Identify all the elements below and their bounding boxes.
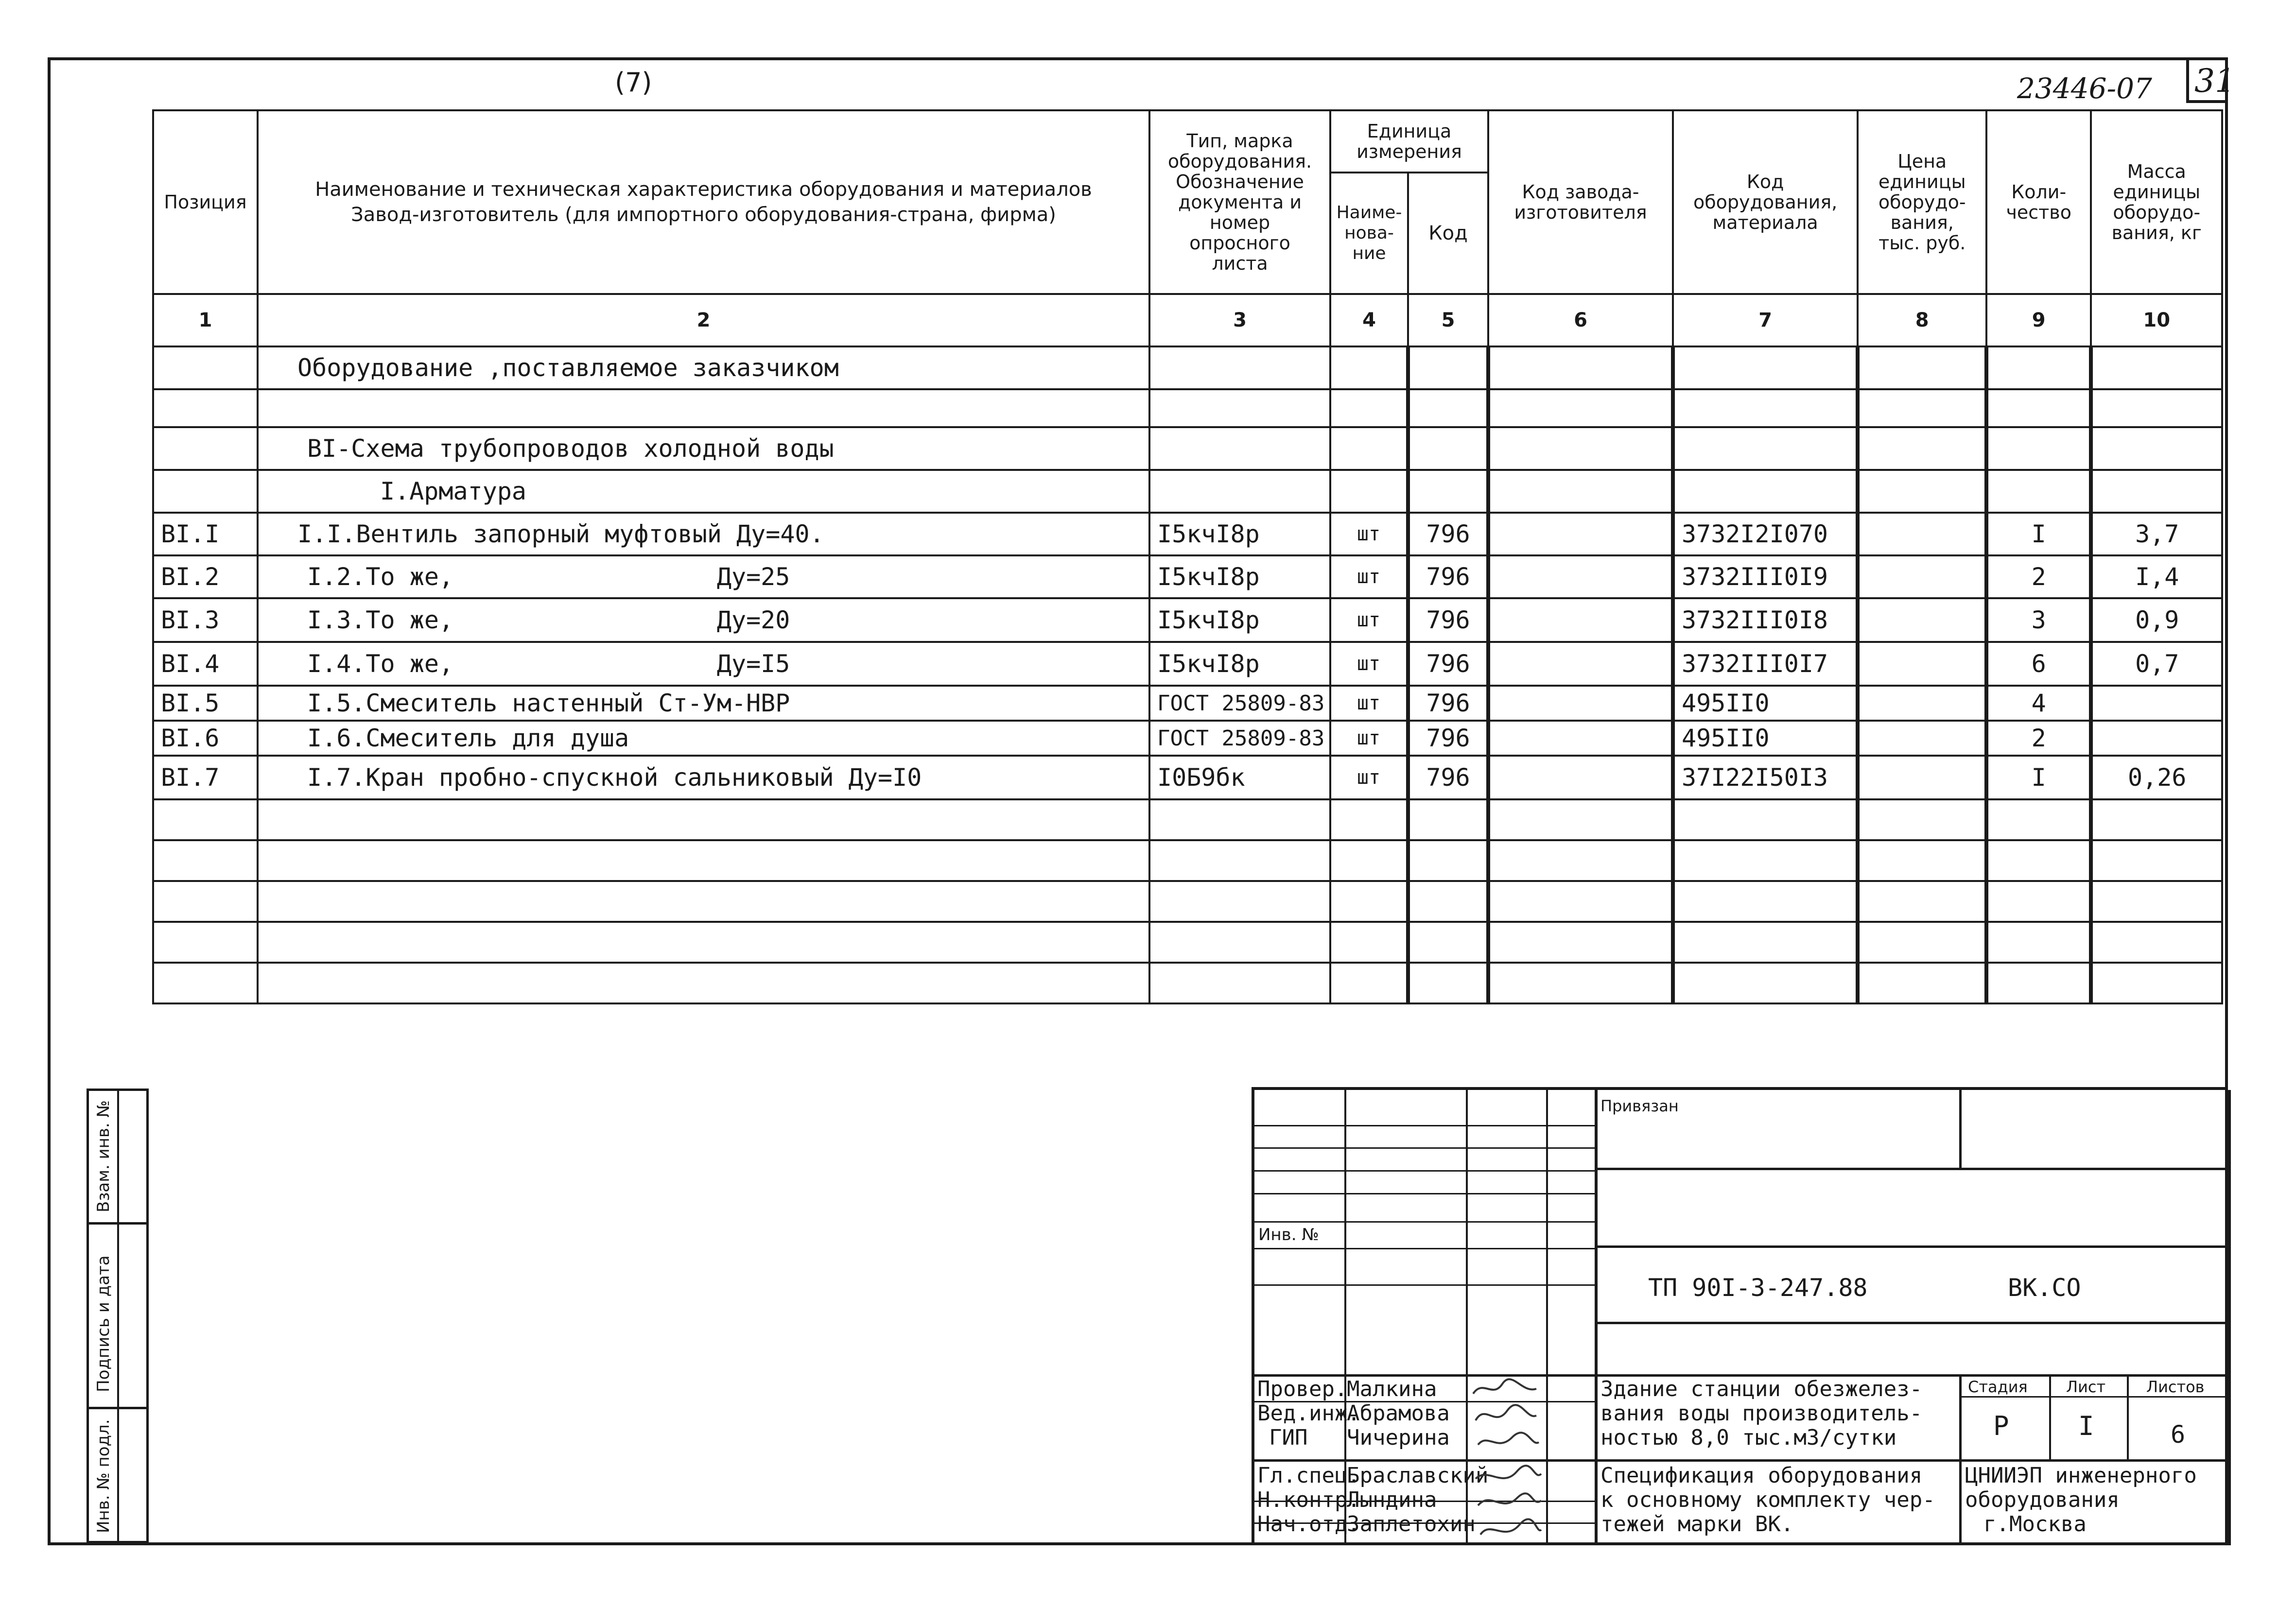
row-name: I.2.То же, Ду=25 xyxy=(258,555,1149,598)
sheet-label: Лист xyxy=(2066,1378,2106,1396)
row-position: BI.2 xyxy=(153,555,258,598)
row-position: BI.5 xyxy=(153,686,258,721)
row-type: I5кчI8р xyxy=(1149,642,1330,686)
row-name: I.I.Вентиль запорный муфтовый Ду=40. xyxy=(258,513,1149,555)
table-row xyxy=(153,555,2222,598)
specification-table xyxy=(152,109,2223,1004)
header-unit-code: Код xyxy=(1408,173,1488,294)
row-unit: шт xyxy=(1330,598,1408,642)
section-title: Оборудование ,поставляемое заказчиком xyxy=(258,346,1149,389)
header-name-line1: Наименование и техническая характеристика оборудования и материалов xyxy=(315,178,1092,201)
row-equipment-code: 3732I2I070 xyxy=(1673,513,1858,555)
person-name: Абрамова xyxy=(1347,1401,1450,1426)
row-position: BI.6 xyxy=(153,721,258,756)
row-equipment-code: 3732III0I9 xyxy=(1673,555,1858,598)
row-type: ГОСТ 25809-83 xyxy=(1149,686,1330,721)
section-title-row xyxy=(153,346,2222,389)
row-unit: шт xyxy=(1330,686,1408,721)
col-num: 9 xyxy=(1986,294,2091,346)
row-unit: шт xyxy=(1330,756,1408,799)
row-quantity: I xyxy=(1986,756,2091,799)
row-unit: шт xyxy=(1330,555,1408,598)
col-num: 6 xyxy=(1488,294,1673,346)
document-code: 23446-07 xyxy=(2017,72,2152,105)
row-name: I.7.Кран пробно-спускной сальниковый Ду=I0 xyxy=(258,756,1149,799)
header-mass: Масса единицы оборудо-вания, кг xyxy=(2091,110,2222,294)
role-label: Вед.инж. xyxy=(1257,1401,1360,1426)
inv-podl-label: Инв. № подл. xyxy=(94,1419,113,1533)
person-name: Малкина xyxy=(1347,1377,1437,1401)
row-unit-code: 796 xyxy=(1408,686,1488,721)
row-type: I0Б9бк xyxy=(1149,756,1330,799)
person-name: Заплетохин xyxy=(1347,1512,1476,1537)
column-numbers-row xyxy=(153,294,2222,346)
col-num: 1 xyxy=(153,294,258,346)
signatures-drawing xyxy=(1468,1374,1546,1544)
row-type: I5кчI8р xyxy=(1149,555,1330,598)
row-position: BI.7 xyxy=(153,756,258,799)
person-name: Чичерина xyxy=(1347,1425,1450,1450)
header-price: Цена единицы оборудо-вания, тыс. руб. xyxy=(1858,110,1986,294)
building-line1: Здание станции обезжелез- xyxy=(1600,1377,1923,1401)
row-name: I.6.Смеситель для душа xyxy=(258,721,1149,756)
header-name-line2: Завод-изготовитель (для импортного оборудования-страна, фирма) xyxy=(351,204,1056,226)
scheme-title-row xyxy=(153,427,2222,470)
col-num: 10 xyxy=(2091,294,2222,346)
row-equipment-code: 495II0 xyxy=(1673,721,1858,756)
row-quantity: 2 xyxy=(1986,721,2091,756)
description-line1: Спецификация оборудования xyxy=(1600,1463,1923,1488)
group-title: I.Арматура xyxy=(258,470,1149,513)
role-label: ГИП xyxy=(1269,1425,1308,1450)
row-quantity: 6 xyxy=(1986,642,2091,686)
organization-line2: оборудования xyxy=(1965,1487,2120,1512)
table-row xyxy=(153,598,2222,642)
row-equipment-code: 3732III0I7 xyxy=(1673,642,1858,686)
role-label: Н.контр. xyxy=(1257,1487,1360,1512)
row-unit: шт xyxy=(1330,642,1408,686)
person-name: Лындина xyxy=(1347,1487,1437,1512)
stage-label: Стадия xyxy=(1968,1378,2028,1396)
role-label: Провер. xyxy=(1257,1377,1348,1401)
row-position: BI.I xyxy=(153,513,258,555)
left-vertical-stamp xyxy=(87,1089,149,1543)
row-type: I5кчI8р xyxy=(1149,598,1330,642)
role-label: Нач.отд. xyxy=(1257,1512,1360,1537)
row-unit-code: 796 xyxy=(1408,598,1488,642)
row-quantity: I xyxy=(1986,513,2091,555)
sheets-label: Листов xyxy=(2146,1378,2205,1396)
row-name: I.4.То же, Ду=I5 xyxy=(258,642,1149,686)
header-name xyxy=(258,110,1149,294)
title-block xyxy=(1252,1087,2228,1545)
row-name: I.5.Смеситель настенный Ст-Ум-НВР xyxy=(258,686,1149,721)
row-unit-code: 796 xyxy=(1408,756,1488,799)
stage-value: Р xyxy=(1993,1411,2009,1441)
row-position: BI.3 xyxy=(153,598,258,642)
scheme-title: BI-Схема трубопроводов холодной воды xyxy=(258,427,1149,470)
row-unit: шт xyxy=(1330,513,1408,555)
header-quantity: Коли-чество xyxy=(1986,110,2091,294)
row-quantity: 4 xyxy=(1986,686,2091,721)
group-title-row xyxy=(153,470,2222,513)
row-unit-code: 796 xyxy=(1408,513,1488,555)
row-mass xyxy=(2091,686,2222,721)
organization-line3: г.Москва xyxy=(1983,1512,2087,1537)
col-num: 3 xyxy=(1149,294,1330,346)
header-type: Тип, марка оборудования. Обозначение документа и номер опросного листа xyxy=(1149,110,1330,294)
building-line3: ностью 8,0 тыс.м3/сутки xyxy=(1600,1425,1897,1450)
row-unit: шт xyxy=(1330,721,1408,756)
table-row xyxy=(153,756,2222,799)
col-num: 4 xyxy=(1330,294,1408,346)
vzam-inv-label: Взам. инв. № xyxy=(94,1100,113,1212)
organization-line1: ЦНИИЭП инженерного xyxy=(1965,1463,2197,1488)
row-equipment-code: 3732III0I8 xyxy=(1673,598,1858,642)
person-name: Браславский xyxy=(1347,1463,1489,1488)
sheets-value: 6 xyxy=(2171,1420,2186,1449)
row-type: I5кчI8р xyxy=(1149,513,1330,555)
row-mass: 0,26 xyxy=(2091,756,2222,799)
header-unit-group: Единица измерения xyxy=(1330,110,1488,173)
row-type: ГОСТ 25809-83 xyxy=(1149,721,1330,756)
col-num: 2 xyxy=(258,294,1149,346)
row-unit-code: 796 xyxy=(1408,642,1488,686)
row-unit-code: 796 xyxy=(1408,555,1488,598)
row-mass: 0,7 xyxy=(2091,642,2222,686)
col-num: 7 xyxy=(1673,294,1858,346)
sheet-number: 31 xyxy=(2194,62,2235,100)
col-num: 8 xyxy=(1858,294,1986,346)
row-mass: 3,7 xyxy=(2091,513,2222,555)
row-quantity: 2 xyxy=(1986,555,2091,598)
description-line2: к основному комплекту чер- xyxy=(1600,1487,1935,1512)
row-mass: 0,9 xyxy=(2091,598,2222,642)
header-unit-name: Наиме-нова-ние xyxy=(1330,173,1408,294)
sheet-value: I xyxy=(2078,1411,2094,1441)
header-maker-code: Код завода-изготовителя xyxy=(1488,110,1673,294)
row-unit-code: 796 xyxy=(1408,721,1488,756)
role-label: Гл.спец. xyxy=(1257,1463,1360,1488)
description-line3: тежей марки ВК. xyxy=(1600,1512,1794,1537)
table-row xyxy=(153,513,2222,555)
row-mass: I,4 xyxy=(2091,555,2222,598)
col-num: 5 xyxy=(1408,294,1488,346)
table-row xyxy=(153,721,2222,756)
privyazan-label: Привязан xyxy=(1600,1097,1679,1115)
header-equipment-code: Код оборудования, материала xyxy=(1673,110,1858,294)
inv-no-label: Инв. № xyxy=(1258,1225,1319,1244)
header-position: Позиция xyxy=(153,110,258,294)
podpis-data-label: Подпись и дата xyxy=(94,1255,113,1392)
project-code: ТП 90I-3-247.88 xyxy=(1648,1274,1868,1302)
row-equipment-code: 37I22I50I3 xyxy=(1673,756,1858,799)
building-line2: вания воды производитель- xyxy=(1600,1401,1923,1426)
page-marker: (7) xyxy=(615,67,652,98)
row-position: BI.4 xyxy=(153,642,258,686)
row-equipment-code: 495II0 xyxy=(1673,686,1858,721)
row-mass xyxy=(2091,721,2222,756)
row-name: I.3.То же, Ду=20 xyxy=(258,598,1149,642)
table-row xyxy=(153,686,2222,721)
document-mark: ВК.СО xyxy=(2008,1274,2081,1302)
table-row xyxy=(153,642,2222,686)
row-quantity: 3 xyxy=(1986,598,2091,642)
